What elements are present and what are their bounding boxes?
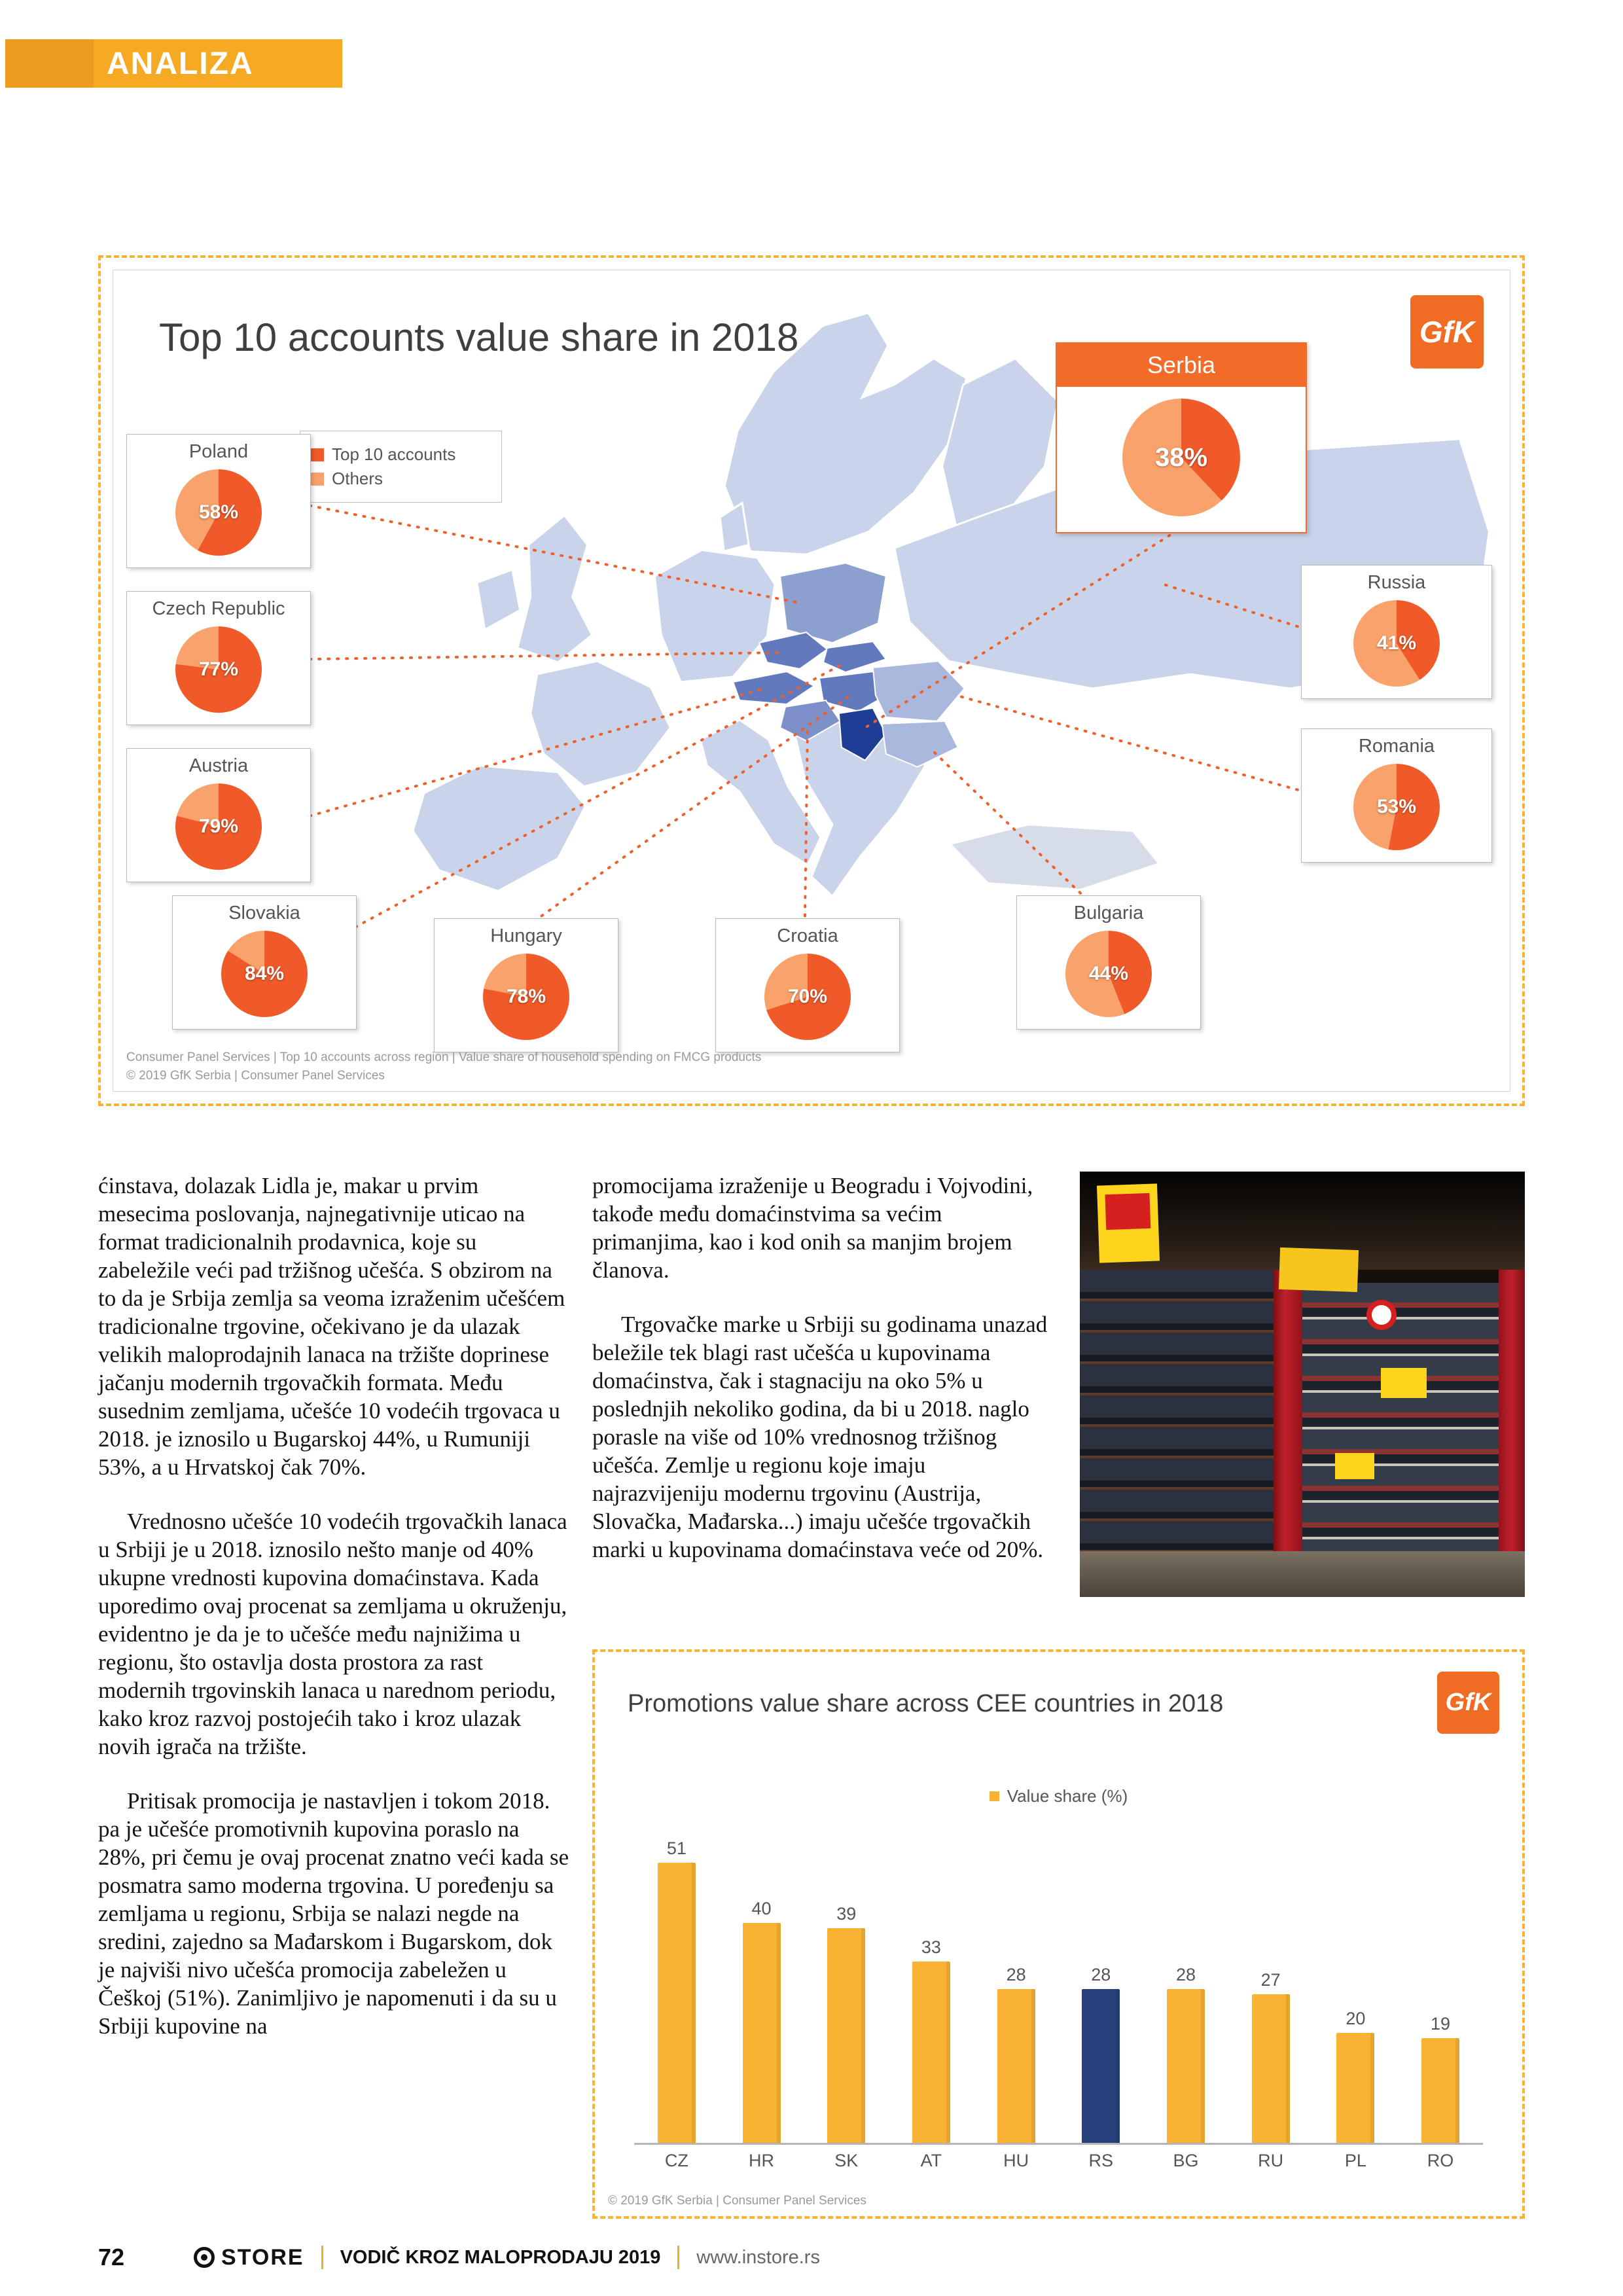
country-card-czech-republic [126, 591, 311, 725]
pie-chart-romania [1353, 764, 1440, 850]
photo-red-pillar [1499, 1270, 1525, 1558]
bar-category-label: RU [1258, 2151, 1284, 2170]
pie-chart-austria [175, 783, 262, 870]
bar-value-label: 51 [666, 1839, 687, 1858]
bar [1082, 1989, 1120, 2143]
legend-swatch-others-icon [311, 473, 324, 486]
photo-shelf-left [1080, 1270, 1274, 1551]
paragraph: promocijama izraženije u Beogradu i Vojvodini, takođe među domaćinstvima sa većim primanjima, kao i kod onih sa manjim brojem članova. [592, 1173, 1033, 1283]
country-name-label: Slovakia [228, 903, 300, 924]
bar [1421, 2038, 1459, 2143]
bar-category-label: CZ [664, 2151, 688, 2170]
country-card-slovakia [172, 895, 357, 1030]
country-card-croatia [715, 918, 900, 1052]
footer-divider [321, 2246, 323, 2269]
bar-value-label: 33 [921, 1937, 941, 1957]
bar-category-label: HR [749, 2151, 775, 2170]
pie-chart-slovakia [221, 931, 308, 1017]
photo-yellow-sign [1097, 1183, 1160, 1263]
store-photo [1080, 1172, 1525, 1597]
legend-label-others: Others [332, 469, 383, 488]
pie-chart-hungary [483, 954, 569, 1040]
country-card-serbia [1056, 342, 1307, 533]
bar-category-label: RS [1088, 2151, 1114, 2170]
bar-column [644, 1839, 709, 2143]
article-column-2 [592, 1172, 1057, 1590]
country-name-label: Russia [1367, 572, 1426, 593]
section-title: ANALIZA [107, 46, 254, 81]
photo-red-badge [1105, 1193, 1150, 1230]
photo-floor [1080, 1551, 1525, 1597]
country-card-austria [126, 748, 311, 882]
map-footnote: Consumer Panel Services | Top 10 accounts across region | Value share of household spending on FMCG products [126, 1050, 762, 1064]
country-name-label: Croatia [777, 925, 838, 946]
article-column-1 [98, 1172, 569, 2066]
legend-row-others [311, 469, 491, 489]
bar-column [1238, 1970, 1304, 2143]
bar-column [1068, 1965, 1133, 2143]
bar [1252, 1994, 1290, 2143]
bar-legend-swatch-icon [990, 1791, 999, 1801]
bar-column [1323, 2009, 1388, 2143]
paragraph: ćinstava, dolazak Lidla je, makar u prvim mesecima poslovanja, najnegativnije uticao na format tradicionalnih prodavnica, koje su zabeležile veći pad tržišnog učešća. S obzirom na to da je Srbija zemlja sa veoma izraženim učešćem tradicionalne trgovine, očekivano je da ulazak velikih maloprodajnih lanaca na tržište doprinese jačanju modernih trgovačkih formata. Među susednim zemljama, učešće 10 vodećih trgovaca u 2018. je iznosilo u Bugarskoj 44%, u Rumuniji 53%, a u Hrvatskoj čak 70%. [98, 1173, 565, 1480]
paragraph: Vrednosno učešće 10 vodećih trgovačkih lanaca u Srbiji je u 2018. iznosilo nešto manje od 40% ukupne vrednosti kupovina domaćinstava. Kada uporedimo ovaj procenat sa zemljama u okruženju, evidentno je da je to učešće među najnižima u regionu, što ostavlja dosta prostora za rast modernih trgovinskih lanaca u narednom periodu, kako kroz razvoj postojećih tako i kroz ulazak novih igrača na tržište. [98, 1509, 567, 1759]
page-footer [98, 2244, 1525, 2271]
banner-accent-block [5, 39, 94, 88]
gfk-logo: GfK [1410, 295, 1484, 368]
pie-chart-croatia [764, 954, 851, 1040]
bar-category-label: HU [1003, 2151, 1029, 2170]
bar-value-label: 40 [751, 1899, 772, 1918]
bar-value-label: 39 [836, 1904, 857, 1924]
bar-plot [634, 1832, 1483, 2145]
bar-column [1153, 1965, 1219, 2143]
bar-value-label: 27 [1260, 1970, 1281, 1990]
bar [658, 1863, 696, 2143]
bar-chart-legend [595, 1786, 1522, 1806]
pie-value-label: 78% [506, 986, 546, 1007]
pie-value-label: 44% [1088, 963, 1129, 984]
country-name-label: Bulgaria [1073, 903, 1144, 924]
section-banner [5, 39, 342, 88]
map-austria [733, 672, 814, 704]
pie-chart-poland [175, 469, 262, 556]
top10-map-figure [98, 255, 1525, 1106]
pie-chart-bulgaria [1065, 931, 1152, 1017]
country-name-label: Serbia [1057, 344, 1306, 387]
promotions-chart-figure [592, 1649, 1525, 2219]
country-card-hungary [434, 918, 618, 1052]
legend-swatch-top10-icon [311, 448, 324, 461]
legend-row-top10 [311, 444, 491, 465]
bar-value-label: 28 [1006, 1965, 1026, 1984]
pie-value-label: 84% [244, 963, 285, 984]
bar-value-label: 19 [1431, 2014, 1451, 2034]
bar-value-label: 28 [1091, 1965, 1111, 1984]
paragraph: Trgovačke marke u Srbiji su godinama unazad beležile tek blagi rast učešća u kupovinama domaćinstva, čak i stagnaciju na oko 5% u poslednjih nekoliko godina, da bi u 2018. naglo porasle na više od 10% vrednosnog tržišnog učešća. Zemlje u regionu koje imaju najrazvijeniju modernu trgovinu (Austrija, Slovačka, Mađarska...) imaju učešće trgovačkih marki u kupovinama domaćinstava veće od 20%. [592, 1312, 1048, 1562]
pie-value-label: 58% [198, 501, 239, 523]
map-copyright: © 2019 GfK Serbia | Consumer Panel Services [126, 1069, 385, 1083]
bar-column [1408, 2014, 1473, 2143]
instore-logo-text: STORE [221, 2244, 304, 2270]
bar-category-label: BG [1173, 2151, 1199, 2170]
bar-column [984, 1965, 1049, 2143]
gfk-logo: GfK [1437, 1672, 1499, 1734]
footer-divider [677, 2246, 679, 2269]
photo-yellow-sign [1279, 1247, 1359, 1292]
pie-chart-czech-republic [175, 626, 262, 713]
bar-value-label: 28 [1175, 1965, 1196, 1984]
photo-red-pillar [1274, 1270, 1302, 1558]
photo-round-sign [1366, 1300, 1397, 1330]
bar [827, 1928, 865, 2143]
bar-chart-copyright: © 2019 GfK Serbia | Consumer Panel Services [608, 2194, 866, 2208]
bar [997, 1989, 1035, 2143]
country-card-poland [126, 434, 311, 568]
country-name-label: Czech Republic [152, 598, 285, 619]
pie-value-label: 70% [787, 986, 828, 1007]
bar [912, 1962, 950, 2143]
country-name-label: Romania [1358, 736, 1435, 757]
bar-category-label: AT [920, 2151, 942, 2170]
map-legend [300, 431, 502, 503]
pie-value-label: 53% [1376, 796, 1417, 817]
footer-guide-title: VODIČ KROZ MALOPRODAJU 2019 [340, 2246, 661, 2268]
country-card-bulgaria [1016, 895, 1201, 1030]
country-card-russia [1301, 565, 1492, 699]
instore-logo-icon [194, 2247, 215, 2268]
photo-price-tag [1381, 1368, 1427, 1398]
bar [743, 1923, 781, 2143]
map-romania [873, 661, 965, 721]
paragraph: Pritisak promocija je nastavljen i tokom 2018. pa je učešće promotivnih kupovina poraslo na 28%, pri čemu je ovaj procenat znatno veći kada se posmatra samo moderna trgovina. U poređenju sa zemljama u regionu, Srbija se nalazi negde na sredini, zajedno sa Mađarskom i Bugarskom, dok je najviši nivo učešća promocija zabeležen u Češkoj (51%). Zanimljivo je napomenuti i da su u Srbiji kupovine na [98, 1788, 569, 2039]
bar-cats [634, 2151, 1483, 2171]
country-name-label: Austria [188, 755, 249, 776]
pie-chart-russia [1353, 600, 1440, 687]
legend-label-top10: Top 10 accounts [332, 444, 456, 464]
bar-chart-title: Promotions value share across CEE countries in 2018 [628, 1690, 1224, 1717]
pie-value-label: 79% [198, 816, 239, 837]
bar-legend-label: Value share (%) [1007, 1786, 1128, 1806]
bar [1167, 1989, 1205, 2143]
bar-column [813, 1904, 879, 2143]
bar-category-label: SK [834, 2151, 859, 2170]
pie-value-label: 38% [1154, 442, 1208, 472]
bar-column [729, 1899, 794, 2143]
instore-logo [194, 2245, 304, 2270]
map-slide [113, 270, 1510, 1092]
photo-price-tag [1335, 1453, 1374, 1479]
bar-column [899, 1937, 964, 2143]
country-card-romania [1301, 728, 1492, 863]
bar-value-label: 20 [1346, 2009, 1366, 2028]
country-name-label: Hungary [490, 925, 562, 946]
bar-category-label: RO [1427, 2151, 1454, 2170]
map-slide-title: Top 10 accounts value share in 2018 [159, 315, 799, 359]
footer-website: www.instore.rs [696, 2246, 820, 2268]
bar-category-label: PL [1344, 2151, 1366, 2170]
page-number: 72 [98, 2244, 125, 2270]
pie-value-label: 77% [198, 658, 239, 680]
banner-strip [94, 39, 342, 88]
pie-chart-serbia [1122, 399, 1240, 516]
country-name-label: Poland [188, 441, 249, 462]
pie-value-label: 41% [1376, 632, 1417, 654]
bar [1336, 2033, 1374, 2143]
